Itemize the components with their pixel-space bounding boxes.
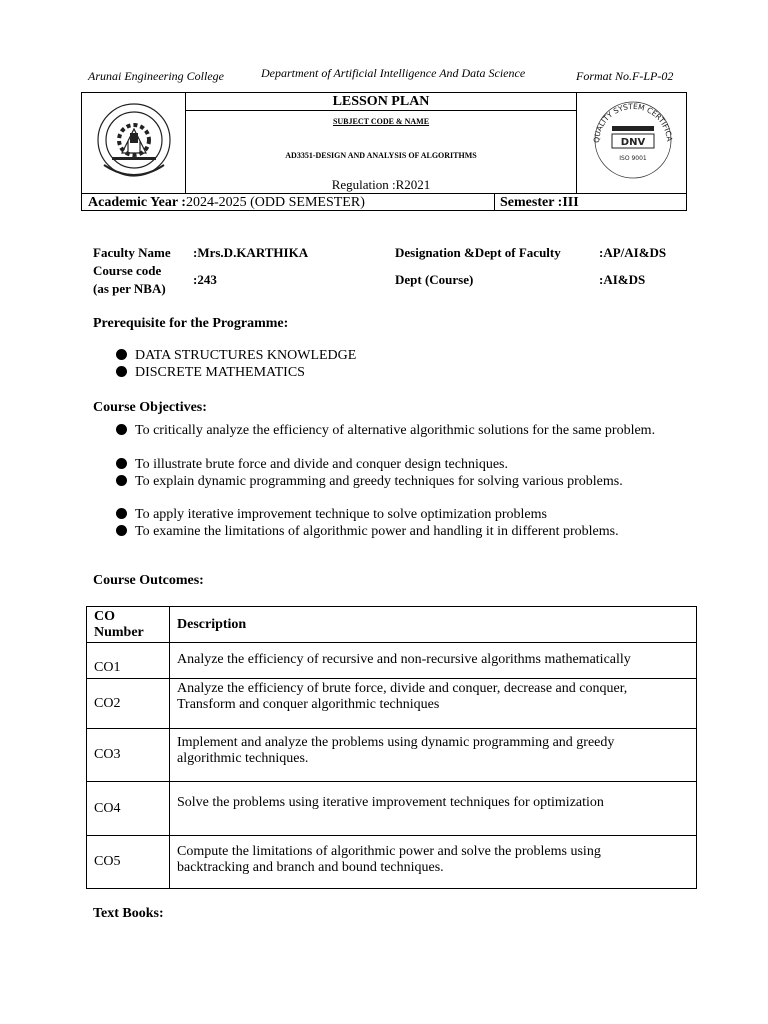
co-description: Implement and analyze the problems using dynamic programming and greedy algorithmic techniques. <box>170 729 697 782</box>
svg-text:QUALITY SYSTEM CERTIFICATION <box>577 93 674 143</box>
faculty-name-value: :Mrs.D.KARTHIKA <box>193 245 309 260</box>
co-description: Compute the limitations of algorithmic power and solve the problems using backtracking and branch and bound techniques. <box>170 836 697 889</box>
bullet-icon <box>116 475 127 486</box>
iso-text: ISO 9001 <box>619 155 647 162</box>
title-cell <box>186 93 577 193</box>
bullet-icon <box>116 424 127 435</box>
text-books-heading: Text Books: <box>93 906 164 921</box>
table-header-row <box>87 607 697 643</box>
bullet-icon <box>116 366 127 377</box>
academic-year-value: 2024-2025 (ODD SEMESTER) <box>185 195 365 210</box>
list-item: To critically analyze the efficiency of alternative algorithmic solutions for the same problem. <box>116 422 674 439</box>
co-description: Analyze the efficiency of brute force, divide and conquer, decrease and conquer, Transform and conquer algorithmic techniques <box>170 679 697 729</box>
co-number: CO4 <box>87 782 170 836</box>
list-item: To illustrate brute force and divide and conquer design techniques. <box>116 456 674 473</box>
table-row <box>87 643 697 679</box>
faculty-name-label: Faculty Name <box>93 245 171 260</box>
list-item: DISCRETE MATHEMATICS <box>116 365 305 381</box>
objectives-heading: Course Objectives: <box>93 400 207 415</box>
dept-course-label: Dept (Course) <box>395 272 474 287</box>
list-item: To explain dynamic programming and greedy techniques for solving various problems. <box>116 473 674 490</box>
dept-course-value: :AI&DS <box>599 272 646 287</box>
designation-value: :AP/AI&DS <box>599 245 667 260</box>
subject-name: AD3351-DESIGN AND ANALYSIS OF ALGORITHMS <box>285 151 477 160</box>
course-outcomes-table <box>86 606 697 889</box>
bullet-icon <box>116 525 127 536</box>
college-name: Arunai Engineering College <box>88 69 224 83</box>
table-row <box>87 679 697 729</box>
co-number: CO2 <box>87 679 170 729</box>
co-number: CO1 <box>87 643 170 679</box>
co-description: Analyze the efficiency of recursive and non-recursive algorithms mathematically <box>170 643 697 679</box>
academic-year-row <box>82 193 686 211</box>
list-item: To examine the limitations of algorithmic power and handling it in different problems. <box>116 523 674 540</box>
bullet-icon <box>116 508 127 519</box>
course-code-label: Course code <box>93 263 162 278</box>
outcomes-heading: Course Outcomes: <box>93 573 204 588</box>
dnv-text: DNV <box>620 137 646 148</box>
co-number: CO5 <box>87 836 170 889</box>
designation-label: Designation &Dept of Faculty <box>395 245 561 260</box>
lesson-plan-title: LESSON PLAN <box>186 93 576 111</box>
co-number: CO3 <box>87 729 170 782</box>
list-item: To apply iterative improvement technique to solve optimization problems <box>116 506 674 523</box>
semester: Semester :III <box>494 194 686 211</box>
bullet-icon <box>116 458 127 469</box>
prerequisite-heading: Prerequisite for the Programme: <box>93 316 289 331</box>
regulation: Regulation :R2021 <box>331 177 431 192</box>
academic-year-label: Academic Year : <box>88 195 186 210</box>
format-number: Format No.F-LP-02 <box>576 69 674 83</box>
table-row <box>87 729 697 782</box>
cert-ring-text: QUALITY SYSTEM CERTIFICA <box>591 101 674 144</box>
co-number-header: CO Number <box>87 607 170 643</box>
table-row <box>87 836 697 889</box>
certification-logo-cell <box>577 93 686 193</box>
college-logo-icon <box>82 93 186 193</box>
description-header: Description <box>170 607 697 643</box>
course-code-value: :243 <box>193 272 217 287</box>
department-name: Department of Artificial Intelligence And Data Science <box>261 66 526 80</box>
subject-code-heading: SUBJECT CODE & NAME <box>332 117 430 126</box>
bullet-icon <box>116 349 127 360</box>
co-description: Solve the problems using iterative improvement techniques for optimization <box>170 782 697 836</box>
course-code-label-nba: (as per NBA) <box>93 281 166 296</box>
dnv-certification-icon <box>577 93 686 193</box>
list-item: DATA STRUCTURES KNOWLEDGE <box>116 348 356 364</box>
college-logo-cell <box>82 93 186 193</box>
table-row <box>87 782 697 836</box>
lesson-plan-header-table <box>81 92 687 211</box>
